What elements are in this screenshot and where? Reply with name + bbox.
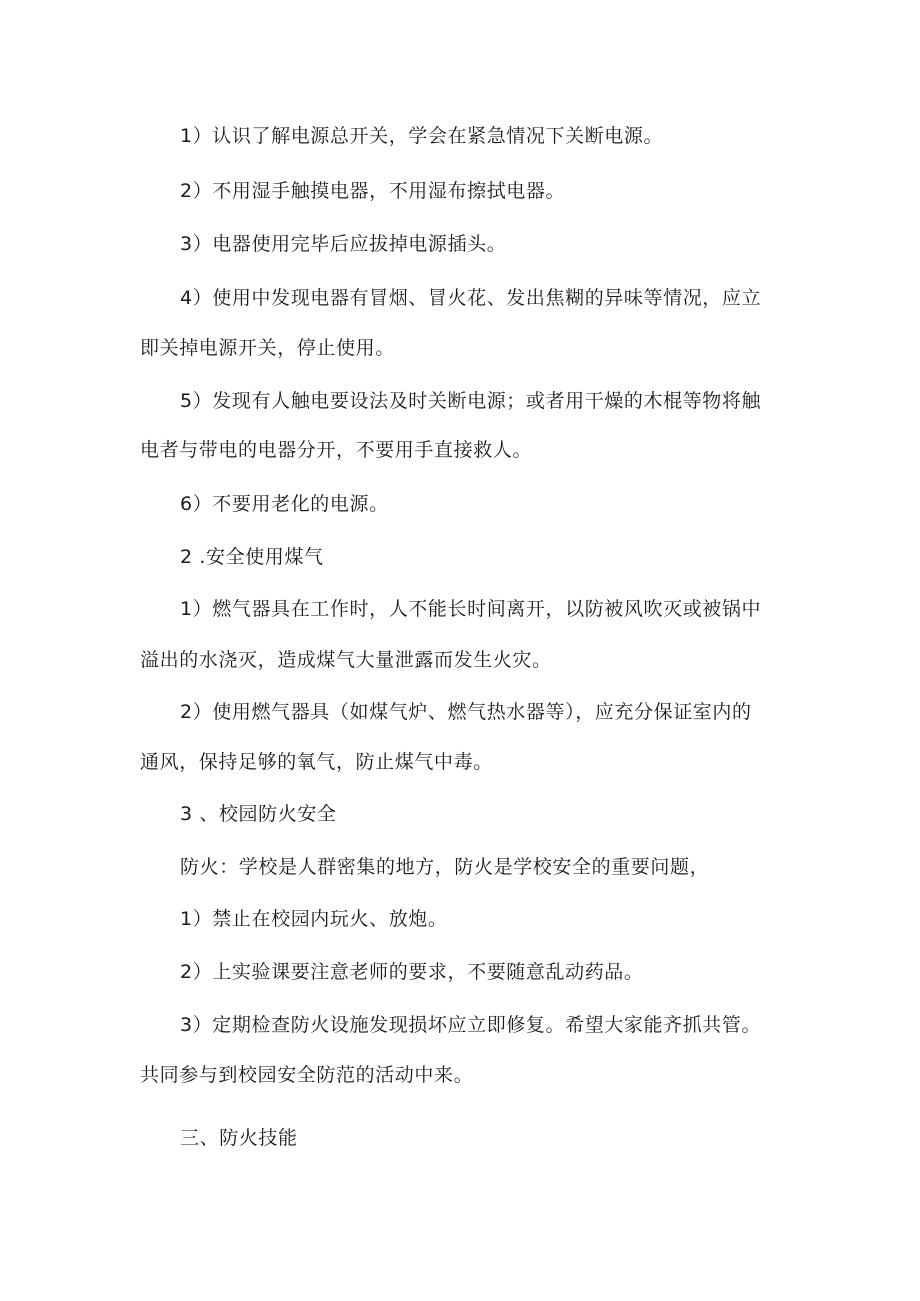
paragraph-line: 1）禁止在校园内玩火、放炮。 (180, 908, 448, 930)
paragraph-line: 3）定期检查防火设施发现损坏应立即修复。希望大家能齐抓共管。 (180, 1014, 762, 1036)
paragraph-line: 溢出的水浇灭，造成煤气大量泄露而发生火灾。 (140, 649, 552, 671)
paragraph-line: 2）上实验课要注意老师的要求，不要随意乱动药品。 (180, 961, 644, 983)
paragraph-line: 5）发现有人触电要设法及时关断电源；或者用干燥的木棍等物将触 (180, 390, 762, 412)
paragraph-line: 2）不用湿手触摸电器，不用湿布擦拭电器。 (180, 180, 566, 202)
paragraph-line: 电者与带电的电器分开，不要用手直接救人。 (140, 439, 533, 461)
paragraph-line: 1）燃气器具在工作时，人不能长时间离开，以防被风吹灭或被锅中 (180, 598, 762, 620)
section-heading-gas: 2 .安全使用煤气 (180, 546, 324, 568)
paragraph-line: 通风，保持足够的氧气，防止煤气中毒。 (140, 751, 493, 773)
paragraph-line: 防火：学校是人群密集的地方，防火是学校安全的重要问题， (180, 856, 710, 878)
paragraph-line: 3）电器使用完毕后应拔掉电源插头。 (180, 233, 507, 255)
paragraph-line: 1）认识了解电源总开关，学会在紧急情况下关断电源。 (180, 125, 664, 147)
paragraph-line: 即关掉电源开关，停止使用。 (140, 337, 395, 359)
paragraph-line: 2）使用燃气器具（如煤气炉、燃气热水器等），应充分保证室内的 (180, 701, 752, 723)
paragraph-line: 6）不要用老化的电源。 (180, 493, 389, 515)
section-heading-three: 三、防火技能 (180, 1127, 298, 1149)
section-heading-campus: 3 、校园防火安全 (180, 803, 337, 825)
paragraph-line: 4）使用中发现电器有冒烟、冒火花、发出焦糊的异味等情况，应立 (180, 287, 762, 309)
paragraph-line: 共同参与到校园安全防范的活动中来。 (140, 1064, 474, 1086)
